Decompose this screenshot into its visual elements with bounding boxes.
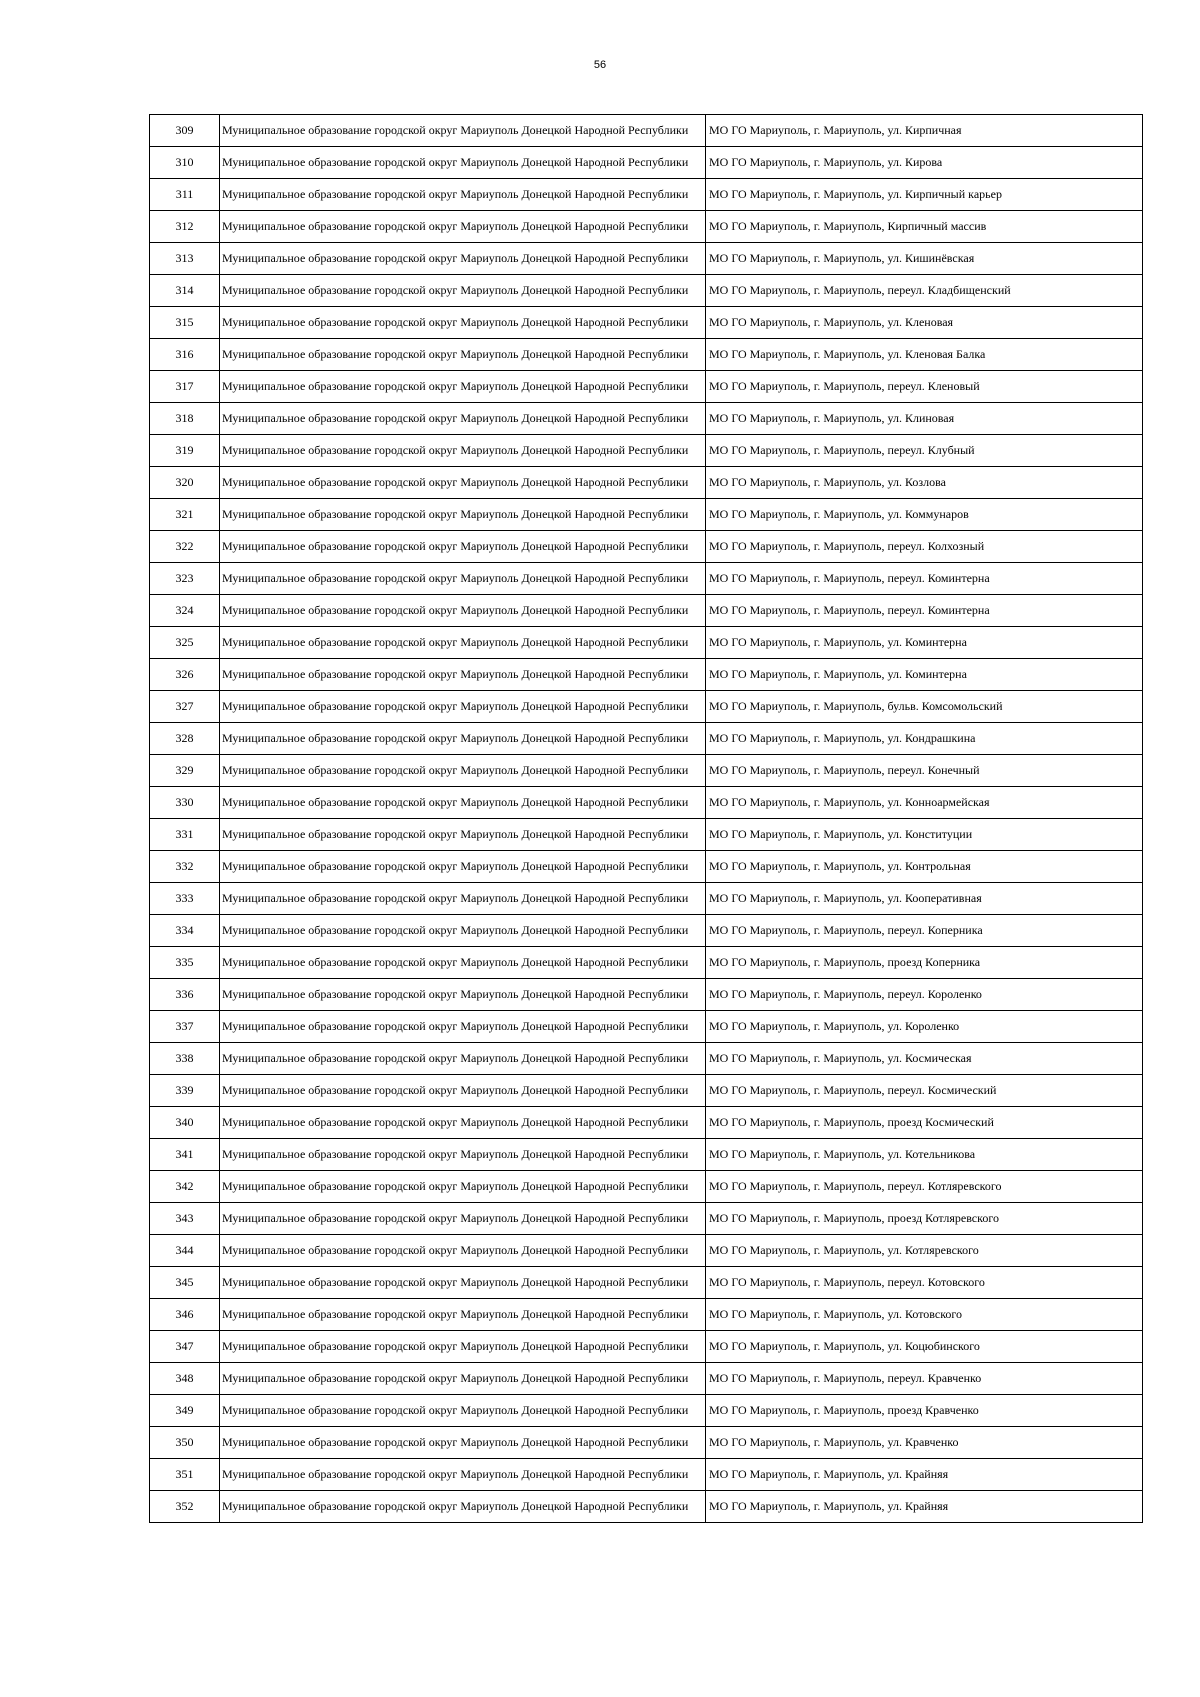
owner-cell: Муниципальное образование городской округ Мариуполь Донецкой Народной Республики (220, 1331, 706, 1363)
table-row (150, 179, 1143, 211)
address-cell: МО ГО Мариуполь, г. Мариуполь, переул. Колхозный (706, 531, 1143, 563)
row-number-cell: 319 (150, 435, 220, 467)
table-row (150, 1267, 1143, 1299)
owner-cell: Муниципальное образование городской округ Мариуполь Донецкой Народной Республики (220, 1363, 706, 1395)
owner-cell: Муниципальное образование городской округ Мариуполь Донецкой Народной Республики (220, 115, 706, 147)
table-row (150, 147, 1143, 179)
table-row (150, 1139, 1143, 1171)
table-row (150, 275, 1143, 307)
address-cell: МО ГО Мариуполь, г. Мариуполь, переул. Космический (706, 1075, 1143, 1107)
address-cell: МО ГО Мариуполь, г. Мариуполь, ул. Кооперативная (706, 883, 1143, 915)
row-number-cell: 313 (150, 243, 220, 275)
row-number-cell: 341 (150, 1139, 220, 1171)
table-row (150, 1075, 1143, 1107)
owner-cell: Муниципальное образование городской округ Мариуполь Донецкой Народной Республики (220, 307, 706, 339)
table-row (150, 115, 1143, 147)
registry-table-body (150, 115, 1143, 1523)
table-row (150, 1171, 1143, 1203)
address-cell: МО ГО Мариуполь, г. Мариуполь, ул. Крайняя (706, 1459, 1143, 1491)
table-row (150, 1363, 1143, 1395)
row-number-cell: 348 (150, 1363, 220, 1395)
row-number-cell: 326 (150, 659, 220, 691)
address-cell: МО ГО Мариуполь, г. Мариуполь, ул. Крайняя (706, 1491, 1143, 1523)
owner-cell: Муниципальное образование городской округ Мариуполь Донецкой Народной Республики (220, 147, 706, 179)
address-cell: МО ГО Мариуполь, г. Мариуполь, ул. Короленко (706, 1011, 1143, 1043)
owner-cell: Муниципальное образование городской округ Мариуполь Донецкой Народной Республики (220, 371, 706, 403)
owner-cell: Муниципальное образование городской округ Мариуполь Донецкой Народной Республики (220, 883, 706, 915)
row-number-cell: 346 (150, 1299, 220, 1331)
address-cell: МО ГО Мариуполь, г. Мариуполь, переул. Котовского (706, 1267, 1143, 1299)
owner-cell: Муниципальное образование городской округ Мариуполь Донецкой Народной Республики (220, 1171, 706, 1203)
address-cell: МО ГО Мариуполь, г. Мариуполь, ул. Коминтерна (706, 659, 1143, 691)
row-number-cell: 320 (150, 467, 220, 499)
address-cell: МО ГО Мариуполь, г. Мариуполь, ул. Коцюбинского (706, 1331, 1143, 1363)
table-row (150, 1427, 1143, 1459)
address-cell: МО ГО Мариуполь, г. Мариуполь, ул. Кленовая Балка (706, 339, 1143, 371)
row-number-cell: 339 (150, 1075, 220, 1107)
table-row (150, 1459, 1143, 1491)
address-cell: МО ГО Мариуполь, г. Мариуполь, переул. Клубный (706, 435, 1143, 467)
address-cell: МО ГО Мариуполь, г. Мариуполь, бульв. Комсомольский (706, 691, 1143, 723)
address-cell: МО ГО Мариуполь, г. Мариуполь, переул. Кравченко (706, 1363, 1143, 1395)
owner-cell: Муниципальное образование городской округ Мариуполь Донецкой Народной Республики (220, 723, 706, 755)
owner-cell: Муниципальное образование городской округ Мариуполь Донецкой Народной Республики (220, 1139, 706, 1171)
table-row (150, 979, 1143, 1011)
address-cell: МО ГО Мариуполь, г. Мариуполь, переул. Коминтерна (706, 595, 1143, 627)
table-row (150, 723, 1143, 755)
address-cell: МО ГО Мариуполь, г. Мариуполь, переул. Коперника (706, 915, 1143, 947)
row-number-cell: 327 (150, 691, 220, 723)
table-row (150, 787, 1143, 819)
row-number-cell: 351 (150, 1459, 220, 1491)
row-number-cell: 318 (150, 403, 220, 435)
address-cell: МО ГО Мариуполь, г. Мариуполь, ул. Козлова (706, 467, 1143, 499)
row-number-cell: 328 (150, 723, 220, 755)
table-row (150, 595, 1143, 627)
address-cell: МО ГО Мариуполь, г. Мариуполь, ул. Конноармейская (706, 787, 1143, 819)
address-cell: МО ГО Мариуполь, г. Мариуполь, ул. Кирпичный карьер (706, 179, 1143, 211)
address-cell: МО ГО Мариуполь, г. Мариуполь, ул. Кирпичная (706, 115, 1143, 147)
row-number-cell: 310 (150, 147, 220, 179)
owner-cell: Муниципальное образование городской округ Мариуполь Донецкой Народной Республики (220, 1011, 706, 1043)
address-cell: МО ГО Мариуполь, г. Мариуполь, переул. Кленовый (706, 371, 1143, 403)
address-cell: МО ГО Мариуполь, г. Мариуполь, ул. Кишинёвская (706, 243, 1143, 275)
table-row (150, 947, 1143, 979)
row-number-cell: 336 (150, 979, 220, 1011)
table-row (150, 467, 1143, 499)
row-number-cell: 316 (150, 339, 220, 371)
owner-cell: Муниципальное образование городской округ Мариуполь Донецкой Народной Республики (220, 755, 706, 787)
owner-cell: Муниципальное образование городской округ Мариуполь Донецкой Народной Республики (220, 1459, 706, 1491)
owner-cell: Муниципальное образование городской округ Мариуполь Донецкой Народной Республики (220, 947, 706, 979)
address-cell: МО ГО Мариуполь, г. Мариуполь, ул. Кирова (706, 147, 1143, 179)
address-cell: МО ГО Мариуполь, г. Мариуполь, проезд Коперника (706, 947, 1143, 979)
address-cell: МО ГО Мариуполь, г. Мариуполь, ул. Кленовая (706, 307, 1143, 339)
address-cell: МО ГО Мариуполь, г. Мариуполь, ул. Конституции (706, 819, 1143, 851)
table-row (150, 563, 1143, 595)
owner-cell: Муниципальное образование городской округ Мариуполь Донецкой Народной Республики (220, 1203, 706, 1235)
table-row (150, 1299, 1143, 1331)
row-number-cell: 340 (150, 1107, 220, 1139)
owner-cell: Муниципальное образование городской округ Мариуполь Донецкой Народной Республики (220, 659, 706, 691)
address-cell: МО ГО Мариуполь, г. Мариуполь, ул. Коминтерна (706, 627, 1143, 659)
owner-cell: Муниципальное образование городской округ Мариуполь Донецкой Народной Республики (220, 1427, 706, 1459)
address-cell: МО ГО Мариуполь, г. Мариуполь, ул. Кравченко (706, 1427, 1143, 1459)
table-row (150, 1107, 1143, 1139)
table-row (150, 339, 1143, 371)
row-number-cell: 331 (150, 819, 220, 851)
registry-table (149, 114, 1143, 1523)
table-row (150, 915, 1143, 947)
owner-cell: Муниципальное образование городской округ Мариуполь Донецкой Народной Республики (220, 1235, 706, 1267)
owner-cell: Муниципальное образование городской округ Мариуполь Донецкой Народной Республики (220, 1075, 706, 1107)
row-number-cell: 330 (150, 787, 220, 819)
row-number-cell: 324 (150, 595, 220, 627)
owner-cell: Муниципальное образование городской округ Мариуполь Донецкой Народной Республики (220, 403, 706, 435)
owner-cell: Муниципальное образование городской округ Мариуполь Донецкой Народной Республики (220, 499, 706, 531)
row-number-cell: 315 (150, 307, 220, 339)
row-number-cell: 311 (150, 179, 220, 211)
row-number-cell: 350 (150, 1427, 220, 1459)
row-number-cell: 335 (150, 947, 220, 979)
row-number-cell: 338 (150, 1043, 220, 1075)
row-number-cell: 344 (150, 1235, 220, 1267)
row-number-cell: 325 (150, 627, 220, 659)
row-number-cell: 333 (150, 883, 220, 915)
owner-cell: Муниципальное образование городской округ Мариуполь Донецкой Народной Республики (220, 563, 706, 595)
table-row (150, 403, 1143, 435)
owner-cell: Муниципальное образование городской округ Мариуполь Донецкой Народной Республики (220, 211, 706, 243)
owner-cell: Муниципальное образование городской округ Мариуполь Донецкой Народной Республики (220, 787, 706, 819)
table-row (150, 851, 1143, 883)
row-number-cell: 314 (150, 275, 220, 307)
owner-cell: Муниципальное образование городской округ Мариуполь Донецкой Народной Республики (220, 435, 706, 467)
address-cell: МО ГО Мариуполь, г. Мариуполь, ул. Котляревского (706, 1235, 1143, 1267)
owner-cell: Муниципальное образование городской округ Мариуполь Донецкой Народной Республики (220, 531, 706, 563)
address-cell: МО ГО Мариуполь, г. Мариуполь, переул. Короленко (706, 979, 1143, 1011)
row-number-cell: 332 (150, 851, 220, 883)
address-cell: МО ГО Мариуполь, г. Мариуполь, ул. Котельникова (706, 1139, 1143, 1171)
table-row (150, 243, 1143, 275)
row-number-cell: 352 (150, 1491, 220, 1523)
table-row (150, 883, 1143, 915)
address-cell: МО ГО Мариуполь, г. Мариуполь, ул. Котовского (706, 1299, 1143, 1331)
owner-cell: Муниципальное образование городской округ Мариуполь Донецкой Народной Республики (220, 915, 706, 947)
page-number: 56 (593, 59, 607, 71)
owner-cell: Муниципальное образование городской округ Мариуполь Донецкой Народной Республики (220, 179, 706, 211)
owner-cell: Муниципальное образование городской округ Мариуполь Донецкой Народной Республики (220, 595, 706, 627)
table-row (150, 1491, 1143, 1523)
owner-cell: Муниципальное образование городской округ Мариуполь Донецкой Народной Республики (220, 851, 706, 883)
table-row (150, 435, 1143, 467)
row-number-cell: 347 (150, 1331, 220, 1363)
owner-cell: Муниципальное образование городской округ Мариуполь Донецкой Народной Республики (220, 243, 706, 275)
table-row (150, 499, 1143, 531)
row-number-cell: 342 (150, 1171, 220, 1203)
table-row (150, 531, 1143, 563)
address-cell: МО ГО Мариуполь, г. Мариуполь, проезд Космический (706, 1107, 1143, 1139)
owner-cell: Муниципальное образование городской округ Мариуполь Донецкой Народной Республики (220, 1299, 706, 1331)
table-row (150, 307, 1143, 339)
owner-cell: Муниципальное образование городской округ Мариуполь Донецкой Народной Республики (220, 979, 706, 1011)
address-cell: МО ГО Мариуполь, г. Мариуполь, ул. Кондрашкина (706, 723, 1143, 755)
owner-cell: Муниципальное образование городской округ Мариуполь Донецкой Народной Республики (220, 1043, 706, 1075)
address-cell: МО ГО Мариуполь, г. Мариуполь, переул. Кладбищенский (706, 275, 1143, 307)
row-number-cell: 334 (150, 915, 220, 947)
table-row (150, 371, 1143, 403)
row-number-cell: 321 (150, 499, 220, 531)
table-row (150, 1395, 1143, 1427)
address-cell: МО ГО Мариуполь, г. Мариуполь, ул. Клиновая (706, 403, 1143, 435)
address-cell: МО ГО Мариуполь, г. Мариуполь, ул. Контрольная (706, 851, 1143, 883)
table-row (150, 1043, 1143, 1075)
row-number-cell: 312 (150, 211, 220, 243)
address-cell: МО ГО Мариуполь, г. Мариуполь, ул. Коммунаров (706, 499, 1143, 531)
owner-cell: Муниципальное образование городской округ Мариуполь Донецкой Народной Республики (220, 1491, 706, 1523)
row-number-cell: 309 (150, 115, 220, 147)
address-cell: МО ГО Мариуполь, г. Мариуполь, проезд Котляревского (706, 1203, 1143, 1235)
address-cell: МО ГО Мариуполь, г. Мариуполь, ул. Космическая (706, 1043, 1143, 1075)
owner-cell: Муниципальное образование городской округ Мариуполь Донецкой Народной Республики (220, 275, 706, 307)
row-number-cell: 322 (150, 531, 220, 563)
address-cell: МО ГО Мариуполь, г. Мариуполь, проезд Кравченко (706, 1395, 1143, 1427)
owner-cell: Муниципальное образование городской округ Мариуполь Донецкой Народной Республики (220, 1395, 706, 1427)
table-row (150, 755, 1143, 787)
row-number-cell: 337 (150, 1011, 220, 1043)
row-number-cell: 323 (150, 563, 220, 595)
owner-cell: Муниципальное образование городской округ Мариуполь Донецкой Народной Республики (220, 339, 706, 371)
owner-cell: Муниципальное образование городской округ Мариуполь Донецкой Народной Республики (220, 467, 706, 499)
address-cell: МО ГО Мариуполь, г. Мариуполь, Кирпичный массив (706, 211, 1143, 243)
table-row (150, 1331, 1143, 1363)
address-cell: МО ГО Мариуполь, г. Мариуполь, переул. Коминтерна (706, 563, 1143, 595)
row-number-cell: 317 (150, 371, 220, 403)
owner-cell: Муниципальное образование городской округ Мариуполь Донецкой Народной Республики (220, 1107, 706, 1139)
table-row (150, 819, 1143, 851)
address-cell: МО ГО Мариуполь, г. Мариуполь, переул. Котляревского (706, 1171, 1143, 1203)
table-row (150, 211, 1143, 243)
table-row (150, 1203, 1143, 1235)
table-row (150, 691, 1143, 723)
address-cell: МО ГО Мариуполь, г. Мариуполь, переул. Конечный (706, 755, 1143, 787)
table-row (150, 659, 1143, 691)
row-number-cell: 345 (150, 1267, 220, 1299)
owner-cell: Муниципальное образование городской округ Мариуполь Донецкой Народной Республики (220, 691, 706, 723)
owner-cell: Муниципальное образование городской округ Мариуполь Донецкой Народной Республики (220, 627, 706, 659)
table-row (150, 1235, 1143, 1267)
row-number-cell: 343 (150, 1203, 220, 1235)
row-number-cell: 349 (150, 1395, 220, 1427)
row-number-cell: 329 (150, 755, 220, 787)
table-row (150, 1011, 1143, 1043)
owner-cell: Муниципальное образование городской округ Мариуполь Донецкой Народной Республики (220, 819, 706, 851)
owner-cell: Муниципальное образование городской округ Мариуполь Донецкой Народной Республики (220, 1267, 706, 1299)
table-row (150, 627, 1143, 659)
